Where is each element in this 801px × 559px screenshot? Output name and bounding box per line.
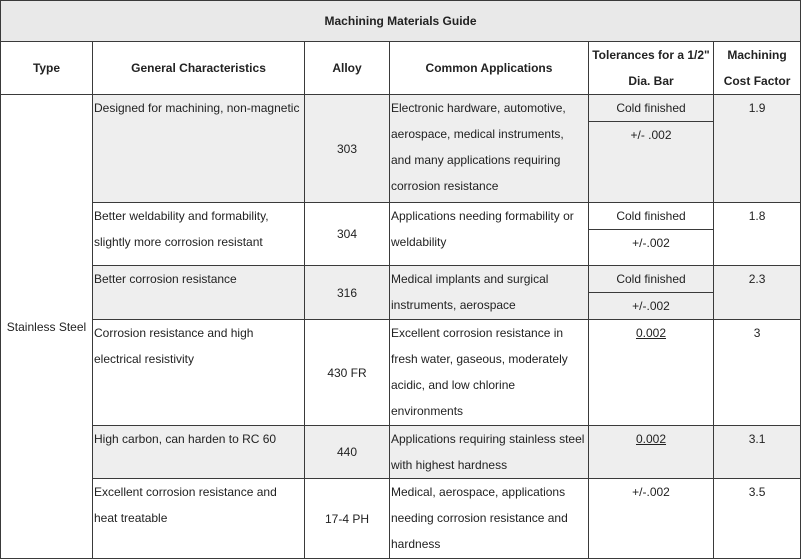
type-cell: Stainless Steel <box>1 95 93 559</box>
applications-cell: Medical, aerospace, applications needing corrosion resistance and hardness <box>390 479 589 559</box>
cost-cell: 3.5 <box>714 479 801 559</box>
header-type: Type <box>1 42 93 95</box>
header-alloy: Alloy <box>305 42 390 95</box>
alloy-cell: 440 <box>305 426 390 479</box>
applications-cell: Electronic hardware, automotive, aerospace, medical instruments, and many applications requiring corrosion resistance <box>390 95 589 203</box>
header-cost: Machining Cost Factor <box>714 42 801 95</box>
tolerance-value: +/-.002 <box>589 229 713 256</box>
tolerance-value: +/- .002 <box>589 121 713 148</box>
alloy-cell: 304 <box>305 203 390 266</box>
table-row <box>1 203 801 266</box>
tolerance-finish: Cold finished <box>616 209 686 223</box>
tolerance-cell <box>589 266 714 320</box>
table-row <box>1 426 801 479</box>
characteristics-cell: Designed for machining, non-magnetic <box>93 95 305 203</box>
characteristics-cell: Better weldability and formability, slightly more corrosion resistant <box>93 203 305 266</box>
table-row <box>1 320 801 426</box>
tolerance-value: +/-.002 <box>589 292 713 319</box>
tolerance-cell <box>589 426 714 479</box>
header-characteristics: General Characteristics <box>93 42 305 95</box>
table-row <box>1 479 801 559</box>
header-applications: Common Applications <box>390 42 589 95</box>
tolerance-value: 0.002 <box>635 432 667 446</box>
tolerance-cell <box>589 95 714 203</box>
applications-cell: Applications needing formability or weldability <box>390 203 589 266</box>
tolerance-cell <box>589 479 714 559</box>
tolerance-finish: Cold finished <box>616 101 686 115</box>
characteristics-cell: Better corrosion resistance <box>93 266 305 320</box>
characteristics-cell: Corrosion resistance and high electrical resistivity <box>93 320 305 426</box>
alloy-cell: 303 <box>305 95 390 203</box>
applications-cell: Medical implants and surgical instruments, aerospace <box>390 266 589 320</box>
cost-cell: 2.3 <box>714 266 801 320</box>
table-row <box>1 266 801 320</box>
tolerance-finish: Cold finished <box>616 272 686 286</box>
cost-cell: 1.8 <box>714 203 801 266</box>
characteristics-cell: Excellent corrosion resistance and heat treatable <box>93 479 305 559</box>
cost-cell: 3 <box>714 320 801 426</box>
tolerance-value: +/-.002 <box>632 485 670 499</box>
alloy-cell: 316 <box>305 266 390 320</box>
cost-cell: 1.9 <box>714 95 801 203</box>
tolerance-cell <box>589 203 714 266</box>
header-tolerances: Tolerances for a 1/2" Dia. Bar <box>589 42 714 95</box>
applications-cell: Excellent corrosion resistance in fresh water, gaseous, moderately acidic, and low chlorine environments <box>390 320 589 426</box>
tolerance-cell <box>589 320 714 426</box>
cost-cell: 3.1 <box>714 426 801 479</box>
table-title: Machining Materials Guide <box>1 1 801 42</box>
table-row <box>1 95 801 203</box>
applications-cell: Applications requiring stainless steel with highest hardness <box>390 426 589 479</box>
alloy-cell: 17-4 PH <box>305 479 390 559</box>
alloy-cell: 430 FR <box>305 320 390 426</box>
characteristics-cell: High carbon, can harden to RC 60 <box>93 426 305 479</box>
tolerance-value: 0.002 <box>635 326 667 340</box>
